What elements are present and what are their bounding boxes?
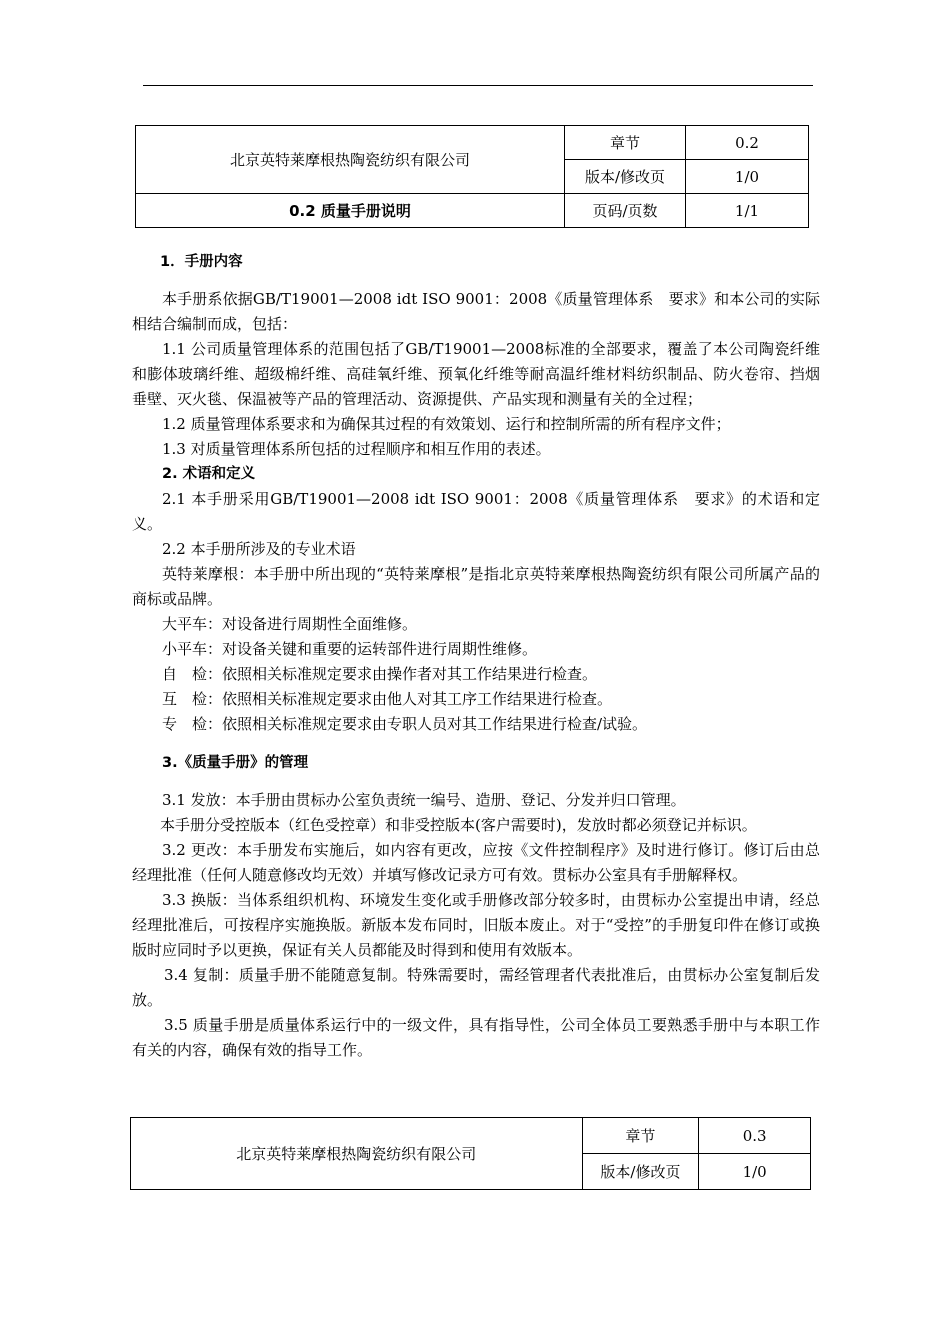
header-label-version: 版本/修改页 [582, 1154, 699, 1190]
top-rule [143, 85, 813, 86]
header-label-chapter: 章节 [582, 1118, 699, 1154]
section-2-term: 互 检：依照相关标准规定要求由他人对其工序工作结果进行检查。 [162, 690, 613, 708]
company-name: 北京英特莱摩根热陶瓷纺织有限公司 [136, 126, 565, 194]
section-1-item: 1.1 公司质量管理体系的范围包括了GB/T19001—2008标准的全部要求，覆盖了本公司陶瓷纤维和膨体玻璃纤维、超级棉纤维、高硅氧纤维、预氧化纤维等耐高温纤维材料纺织制品、防火卷帘、挡烟垂壁、灭火毯、保温被等产品的管理活动、资源提供、产品实现和测量有关的全过程； [132, 340, 820, 408]
section-2-term: 大平车：对设备进行周期性全面维修。 [162, 615, 418, 633]
section-3-heading: 3.《质量手册》的管理 [162, 755, 309, 771]
document-header-table [135, 125, 809, 228]
section-2-term: 自 检：依照相关标准规定要求由操作者对其工作结果进行检查。 [162, 665, 598, 683]
section-3-item: 3.5 质量手册是质量体系运行中的一级文件，具有指导性，公司全体员工要熟悉手册中与本职工作有关的内容，确保有效的指导工作。 [132, 1016, 820, 1059]
section-1-intro: 本手册系依据GB/T19001—2008 idt ISO 9001：2008《质量管理体系 要求》和本公司的实际相结合编制而成，包括： [132, 290, 820, 333]
section-2-item: 2.1 本手册采用GB/T19001—2008 idt ISO 9001：2008《质量管理体系 要求》的术语和定义。 [132, 490, 820, 533]
section-3-item: 本手册分受控版本（红色受控章）和非受控版本(客户需要时)，发放时都必须登记并标识。 [160, 816, 757, 834]
section-3-item: 3.2 更改：本手册发布实施后，如内容有更改，应按《文件控制程序》及时进行修订。修订后由总经理批准（任何人随意修改均无效）并填写修改记录方可有效。贯标办公室具有手册解释权。 [132, 841, 820, 884]
section-3-item: 3.1 发放：本手册由贯标办公室负责统一编号、造册、登记、分发并归口管理。 [162, 791, 686, 809]
section-2-term: 专 检：依照相关标准规定要求由专职人员对其工作结果进行检查/试验。 [162, 715, 648, 733]
section-3-item: 3.3 换版：当体系组织机构、环境发生变化或手册修改部分较多时，由贯标办公室提出申请，经总经理批准后，可按程序实施换版。新版本发布同时，旧版本废止。对于“受控”的手册复印件在修订或换版时应同时予以更换，保证有关人员都能及时得到和使用有效版本。 [132, 891, 820, 959]
header-value-chapter: 0.2 [686, 126, 809, 160]
section-2-term: 小平车：对设备关键和重要的运转部件进行周期性维修。 [162, 640, 538, 658]
next-page-header-table [130, 1117, 811, 1190]
header-value-version: 1/0 [699, 1154, 811, 1190]
section-1-item: 1.2 质量管理体系要求和为确保其过程的有效策划、运行和控制所需的所有程序文件； [162, 415, 731, 433]
header-value-version: 1/0 [686, 160, 809, 194]
header-label-version: 版本/修改页 [565, 160, 686, 194]
section-3-item: 3.4 复制：质量手册不能随意复制。特殊需要时，需经管理者代表批准后，由贯标办公室复制后发放。 [132, 966, 820, 1009]
document-title: 0.2 质量手册说明 [136, 194, 565, 228]
section-1-heading: 1．手册内容 [160, 254, 243, 270]
header-value-chapter: 0.3 [699, 1118, 811, 1154]
section-2-item: 2.2 本手册所涉及的专业术语 [162, 540, 356, 558]
header-label-chapter: 章节 [565, 126, 686, 160]
section-1-item: 1.3 对质量管理体系所包括的过程顺序和相互作用的表述。 [162, 440, 551, 458]
header-value-page: 1/1 [686, 194, 809, 228]
company-name: 北京英特莱摩根热陶瓷纺织有限公司 [131, 1118, 583, 1190]
document-body [132, 250, 820, 1063]
section-2-term: 英特莱摩根：本手册中所出现的“英特莱摩根”是指北京英特莱摩根热陶瓷纺织有限公司所属产品的商标或品牌。 [132, 565, 820, 608]
section-2-heading: 2. 术语和定义 [162, 466, 256, 482]
header-label-page: 页码/页数 [565, 194, 686, 228]
